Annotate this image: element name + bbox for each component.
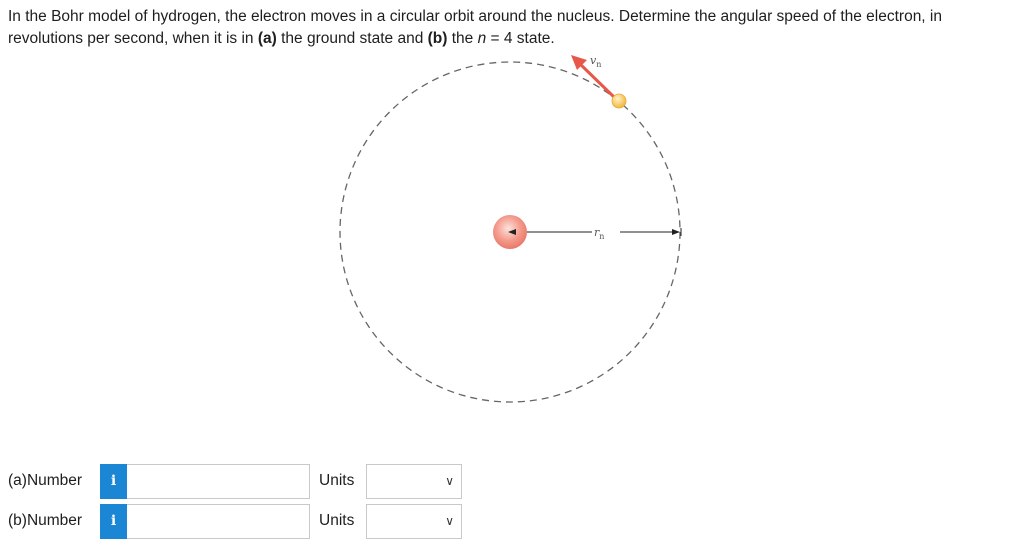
units-select-b[interactable] [366,504,462,539]
units-select-a[interactable] [366,464,462,499]
radius-arrowhead-right [672,229,680,235]
velocity-label: $v_n$ [590,54,602,69]
part-b-marker: (b) [427,30,448,47]
number-input-b[interactable] [127,504,310,539]
question-text [8,6,1013,50]
radius-label: $r_n$ [594,226,605,241]
answer-row-a [8,464,462,498]
question-text-part: the [447,30,478,47]
number-input-a[interactable] [127,464,310,499]
number-label-a: (a)Number [8,472,83,489]
number-label-b: (b)Number [8,512,83,529]
question-text-part: the ground state and [276,30,428,47]
units-label-a: Units [319,472,355,489]
part-a-marker: (a) [257,30,277,47]
question-text-part: In the Bohr model of hydrogen, the electron moves in a circular orbit around the nucleus. Determine the angular speed of the electron, in revolutions per second, when it is in [8,8,942,47]
info-icon[interactable]: i [100,464,127,499]
chevron-down-icon: ∨ [445,473,454,488]
electron [612,94,626,108]
chevron-down-icon: ∨ [445,513,454,528]
n-variable: n [477,30,487,47]
question-text-part: = 4 state. [486,30,555,47]
bohr-orbit-diagram [330,50,700,415]
info-icon[interactable]: i [100,504,127,539]
answer-row-b [8,504,462,538]
units-label-b: Units [319,512,355,529]
